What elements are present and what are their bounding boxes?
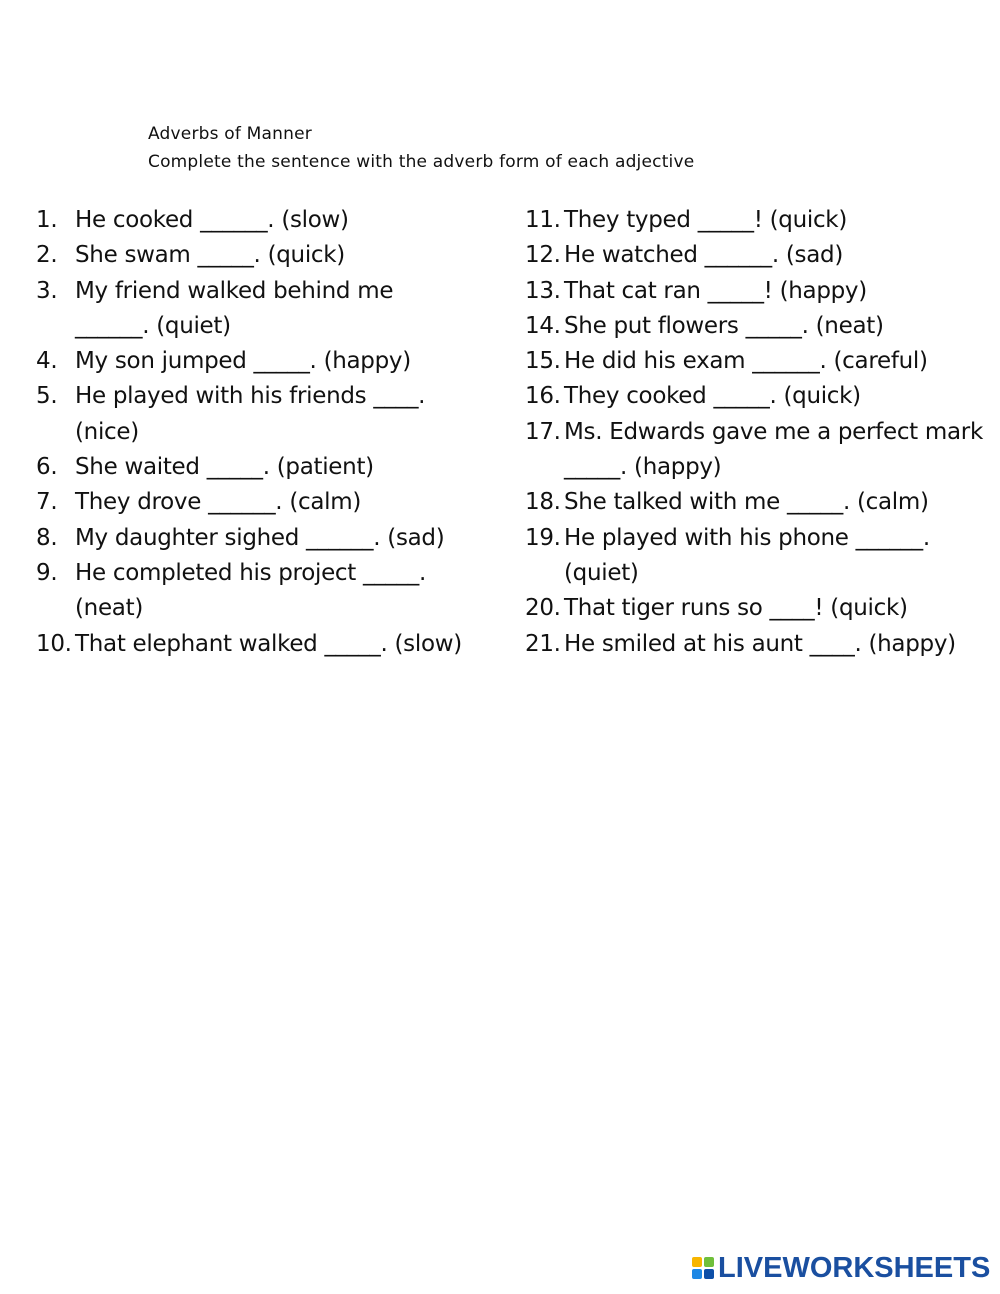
question-number: 16. <box>525 383 561 410</box>
question-text <box>75 274 506 345</box>
question-item <box>525 485 985 520</box>
question-item <box>36 485 506 520</box>
question-line: They cooked _____. (quick) <box>564 383 861 410</box>
question-line: My daughter sighed ______. (sad) <box>75 524 445 551</box>
question-item <box>36 379 506 450</box>
question-text <box>564 238 985 273</box>
question-number: 17. <box>525 418 561 445</box>
question-text <box>75 344 506 379</box>
question-text <box>564 344 985 379</box>
question-number: 1. <box>36 207 58 233</box>
question-item <box>36 556 506 627</box>
worksheet-heading <box>148 120 694 176</box>
question-number: 15. <box>525 348 561 375</box>
question-number: 21. <box>525 630 561 657</box>
question-list-right <box>525 203 985 662</box>
question-line: That elephant walked _____. (slow) <box>75 630 462 657</box>
question-text <box>75 556 506 627</box>
question-number: 11. <box>525 207 561 233</box>
question-number: 2. <box>36 242 58 269</box>
question-line: They drove ______. (calm) <box>75 489 361 516</box>
question-number: 18. <box>525 489 561 516</box>
question-item <box>525 309 985 344</box>
question-line: That cat ran _____! (happy) <box>564 277 867 304</box>
question-text <box>564 274 985 309</box>
question-line: He completed his project _____. <box>75 559 427 586</box>
question-item <box>525 591 985 626</box>
question-number: 19. <box>525 524 561 551</box>
question-number: 10. <box>36 630 72 657</box>
question-item <box>525 521 985 592</box>
question-text <box>75 450 506 485</box>
question-number: 5. <box>36 383 58 410</box>
question-text <box>564 485 985 520</box>
question-number: 4. <box>36 348 58 375</box>
question-line: _____. (happy) <box>564 454 722 481</box>
liveworksheets-logo <box>692 1252 990 1284</box>
question-number: 8. <box>36 524 58 551</box>
question-number: 12. <box>525 242 561 269</box>
question-line: She swam _____. (quick) <box>75 242 345 269</box>
question-line: She put flowers _____. (neat) <box>564 312 884 339</box>
question-line: My son jumped _____. (happy) <box>75 348 411 375</box>
question-text <box>75 521 506 556</box>
question-item <box>36 344 506 379</box>
question-text <box>75 627 506 662</box>
question-line: (nice) <box>75 418 139 445</box>
question-line: He watched ______. (sad) <box>564 242 844 269</box>
question-number: 14. <box>525 312 561 339</box>
question-line: He smiled at his aunt ____. (happy) <box>564 630 956 657</box>
question-text <box>564 415 985 486</box>
question-item <box>36 450 506 485</box>
question-number: 13. <box>525 277 561 304</box>
question-item <box>525 203 985 238</box>
question-item <box>525 627 985 662</box>
worksheet-title: Adverbs of Manner <box>148 124 312 144</box>
question-text <box>75 203 506 238</box>
question-item <box>36 627 506 662</box>
question-line: She talked with me _____. (calm) <box>564 489 929 516</box>
worksheet-instruction: Complete the sentence with the adverb form of each adjective <box>148 152 695 172</box>
question-item <box>525 238 985 273</box>
question-item <box>36 274 506 345</box>
question-item <box>36 203 506 238</box>
question-line: He played with his friends ____. <box>75 383 426 410</box>
question-text <box>75 379 506 450</box>
question-text <box>564 627 985 662</box>
question-number: 6. <box>36 454 58 481</box>
question-line: Ms. Edwards gave me a perfect mark <box>564 418 983 445</box>
question-line: He did his exam ______. (careful) <box>564 348 928 375</box>
question-line: He played with his phone ______. <box>564 524 930 551</box>
question-text <box>564 309 985 344</box>
question-text <box>75 238 506 273</box>
question-line: That tiger runs so ____! (quick) <box>564 595 908 622</box>
logo-text: LIVEWORKSHEETS <box>718 1251 991 1284</box>
question-line: He cooked ______. (slow) <box>75 207 349 233</box>
question-number: 3. <box>36 277 58 304</box>
question-item <box>525 274 985 309</box>
question-item <box>36 238 506 273</box>
question-text <box>75 485 506 520</box>
question-line: She waited _____. (patient) <box>75 454 374 481</box>
question-number: 20. <box>525 595 561 622</box>
question-item <box>36 521 506 556</box>
question-item <box>525 415 985 486</box>
question-line: (quiet) <box>564 559 639 586</box>
question-line: My friend walked behind me <box>75 277 394 304</box>
question-line: (neat) <box>75 595 143 622</box>
question-text <box>564 379 985 414</box>
question-line: They typed _____! (quick) <box>564 207 847 233</box>
question-number: 9. <box>36 559 58 586</box>
question-list-left <box>36 203 506 662</box>
question-line: ______. (quiet) <box>75 312 231 339</box>
question-item <box>525 344 985 379</box>
question-text <box>564 591 985 626</box>
question-text <box>564 203 985 238</box>
question-number: 7. <box>36 489 58 516</box>
question-item <box>525 379 985 414</box>
liveworksheets-logo-icon <box>692 1257 714 1279</box>
question-text <box>564 521 985 592</box>
